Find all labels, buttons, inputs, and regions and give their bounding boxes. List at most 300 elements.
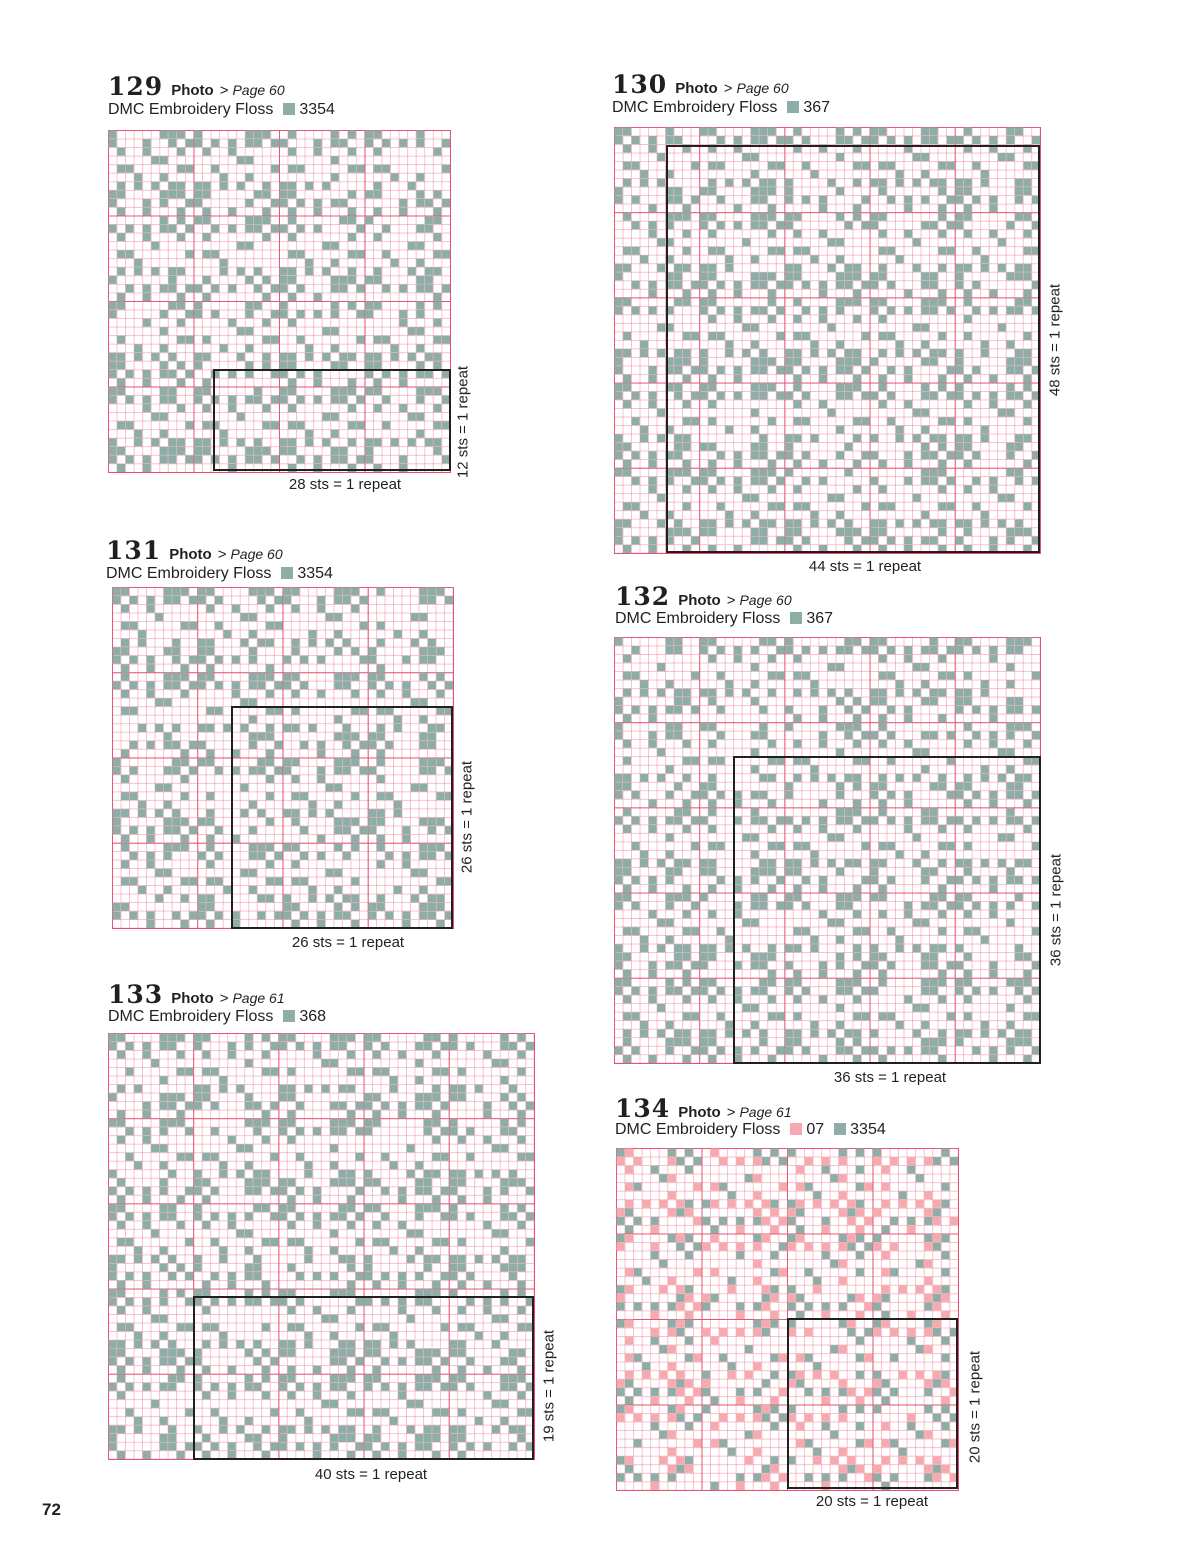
stitch <box>126 396 134 404</box>
stitch <box>206 758 214 766</box>
stitch <box>147 664 155 672</box>
stitch <box>364 1170 372 1178</box>
stitch <box>676 1243 684 1251</box>
stitch <box>691 1012 699 1020</box>
stitch <box>879 672 887 680</box>
stitch <box>177 319 185 327</box>
stitch <box>181 818 189 826</box>
stitch <box>921 136 929 144</box>
stitch <box>751 663 759 671</box>
stitch <box>203 250 211 258</box>
stitch <box>339 1170 347 1178</box>
stitch <box>160 190 168 198</box>
stitch <box>143 455 151 463</box>
stitch <box>203 387 211 395</box>
stitch <box>138 639 146 647</box>
stitch <box>623 970 631 978</box>
stitch <box>185 455 193 463</box>
stitch <box>168 190 176 198</box>
stitch <box>666 680 674 688</box>
stitch <box>517 1178 525 1186</box>
stitch <box>802 646 810 654</box>
stitch <box>266 690 274 698</box>
stitch <box>856 1200 864 1208</box>
stitch <box>836 697 844 705</box>
stitch <box>416 173 424 181</box>
stitch <box>172 681 180 689</box>
stitch <box>615 196 623 204</box>
stitch <box>615 264 623 272</box>
stitch <box>177 1119 185 1127</box>
stitch <box>762 1302 770 1310</box>
stitch <box>415 1059 423 1067</box>
stitch <box>933 1217 941 1225</box>
stitch <box>270 1153 278 1161</box>
stitch <box>288 182 296 190</box>
photo-link[interactable]: Photo <box>169 546 212 563</box>
stitch <box>109 1119 117 1127</box>
stitch <box>938 689 946 697</box>
stitch <box>280 284 288 292</box>
stitch <box>206 647 214 655</box>
stitch <box>436 690 444 698</box>
page-link[interactable]: Page 61 <box>739 1104 792 1120</box>
stitch <box>691 706 699 714</box>
stitch <box>972 706 980 714</box>
stitch <box>219 1085 227 1093</box>
stitch <box>711 1268 719 1276</box>
stitch <box>339 216 347 224</box>
stitch <box>164 784 172 792</box>
stitch <box>314 148 322 156</box>
stitch <box>219 1247 227 1255</box>
stitch <box>666 723 674 731</box>
stitch <box>623 782 631 790</box>
stitch <box>623 179 631 187</box>
stitch <box>109 353 117 361</box>
stitch <box>668 1388 676 1396</box>
stitch <box>432 1136 440 1144</box>
stitch <box>194 1170 202 1178</box>
stitch <box>674 868 682 876</box>
stitch <box>847 1200 855 1208</box>
stitch <box>390 1247 398 1255</box>
stitch <box>134 173 142 181</box>
stitch <box>160 1298 168 1306</box>
stitch <box>164 741 172 749</box>
stitch <box>955 646 963 654</box>
stitch <box>117 1051 125 1059</box>
stitch <box>117 421 125 429</box>
stitch <box>708 757 716 765</box>
stitch <box>266 664 274 672</box>
stitch <box>634 1157 642 1165</box>
stitch <box>245 1102 253 1110</box>
stitch <box>938 714 946 722</box>
pattern-header <box>108 982 285 1007</box>
stitch <box>377 690 385 698</box>
stitch <box>657 323 665 331</box>
stitch <box>500 1119 508 1127</box>
stitch <box>625 1166 633 1174</box>
stitch <box>623 740 631 748</box>
stitch <box>356 1187 364 1195</box>
stitch <box>198 818 206 826</box>
stitch <box>211 1127 219 1135</box>
stitch <box>676 1294 684 1302</box>
stitch <box>326 639 334 647</box>
stitch <box>168 438 176 446</box>
stitch <box>249 673 257 681</box>
stitch <box>625 1268 633 1276</box>
stitch <box>407 1255 415 1263</box>
stitch <box>313 1051 321 1059</box>
stitch <box>177 1068 185 1076</box>
stitch <box>845 136 853 144</box>
stitch <box>649 392 657 400</box>
stitch <box>181 792 189 800</box>
stitch <box>189 877 197 885</box>
photo-link[interactable]: Photo <box>678 1104 721 1121</box>
stitch <box>266 588 274 596</box>
stitch <box>160 1212 168 1220</box>
stitch <box>441 1042 449 1050</box>
stitch <box>206 877 214 885</box>
stitch <box>168 1034 176 1042</box>
stitch <box>785 723 793 731</box>
stitch <box>717 646 725 654</box>
page-link[interactable]: Page 60 <box>230 546 283 562</box>
link-separator: > <box>723 80 733 97</box>
stitch <box>659 1431 667 1439</box>
stitch <box>177 190 185 198</box>
stitch <box>394 630 402 638</box>
stitch <box>382 250 390 258</box>
stitch <box>674 782 682 790</box>
stitch <box>458 1093 466 1101</box>
stitch <box>185 250 193 258</box>
photo-link[interactable]: Photo <box>675 80 718 97</box>
stitch <box>279 1119 287 1127</box>
stitch <box>313 1221 321 1229</box>
stitch <box>347 1068 355 1076</box>
stitch <box>625 1285 633 1293</box>
stitch <box>419 613 427 621</box>
stitch <box>117 1391 125 1399</box>
stitch <box>623 1055 631 1063</box>
stitch <box>668 1174 676 1182</box>
stitch <box>436 647 444 655</box>
page-link[interactable]: Page 60 <box>736 80 789 96</box>
stitch <box>615 536 623 544</box>
stitch <box>1032 136 1040 144</box>
stitch <box>651 1243 659 1251</box>
photo-link[interactable]: Photo <box>678 592 721 609</box>
stitch <box>147 656 155 664</box>
stitch <box>223 630 231 638</box>
stitch <box>288 267 296 275</box>
stitch <box>625 1456 633 1464</box>
stitch <box>381 1272 389 1280</box>
stitch <box>168 387 176 395</box>
stitch <box>262 216 270 224</box>
stitch <box>109 1170 117 1178</box>
stitch <box>130 596 138 604</box>
stitch <box>736 1482 744 1490</box>
stitch <box>164 647 172 655</box>
stitch <box>651 1251 659 1259</box>
stitch <box>666 1021 674 1029</box>
stitch <box>331 242 339 250</box>
stitch <box>270 1042 278 1050</box>
stitch <box>615 697 623 705</box>
stitch <box>416 327 424 335</box>
stitch <box>279 1178 287 1186</box>
stitch <box>924 1217 932 1225</box>
stitch <box>314 139 322 147</box>
stitch <box>245 1247 253 1255</box>
stitch <box>700 1046 708 1054</box>
stitch <box>143 1357 151 1365</box>
stitch <box>339 1102 347 1110</box>
stitch <box>168 1042 176 1050</box>
stitch <box>134 1417 142 1425</box>
stitch <box>517 1281 525 1289</box>
stitch <box>700 723 708 731</box>
stitch <box>287 1093 295 1101</box>
stitch <box>351 647 359 655</box>
stitch <box>981 689 989 697</box>
pattern-header <box>615 584 792 609</box>
stitch <box>134 1255 142 1263</box>
stitch <box>632 842 640 850</box>
stitch <box>623 995 631 1003</box>
stitch <box>297 310 305 318</box>
stitch <box>109 1289 117 1297</box>
stitch <box>117 361 125 369</box>
stitch <box>941 1294 949 1302</box>
stitch <box>381 1153 389 1161</box>
stitch <box>143 378 151 386</box>
stitch <box>245 276 253 284</box>
stitch <box>279 1034 287 1042</box>
stitch <box>719 1217 727 1225</box>
stitch <box>683 970 691 978</box>
repeat-outline <box>666 145 1040 553</box>
stitch <box>674 697 682 705</box>
stitch <box>449 1212 457 1220</box>
page-link[interactable]: Page 60 <box>739 592 792 608</box>
stitch <box>262 353 270 361</box>
photo-link[interactable]: Photo <box>171 990 214 1007</box>
stitch <box>330 1161 338 1169</box>
stitch <box>615 128 623 136</box>
stitch <box>160 1144 168 1152</box>
photo-link[interactable]: Photo <box>171 82 214 99</box>
stitch <box>625 1354 633 1362</box>
stitch <box>921 731 929 739</box>
stitch <box>399 310 407 318</box>
stitch <box>753 1405 761 1413</box>
stitch <box>160 1042 168 1050</box>
stitch <box>194 1264 202 1272</box>
stitch <box>632 136 640 144</box>
stitch <box>428 656 436 664</box>
stitch <box>702 1243 710 1251</box>
stitch <box>398 1051 406 1059</box>
stitch <box>262 131 270 139</box>
stitch <box>526 1102 534 1110</box>
stitch <box>206 605 214 613</box>
stitch <box>745 1431 753 1439</box>
stitch <box>385 681 393 689</box>
stitch <box>685 1379 693 1387</box>
stitch <box>232 605 240 613</box>
stitch <box>262 1238 270 1246</box>
width-repeat-label: 26 sts = 1 repeat <box>291 934 405 951</box>
stitch <box>676 1302 684 1310</box>
stitch <box>331 310 339 318</box>
stitch <box>330 1102 338 1110</box>
stitch <box>632 281 640 289</box>
stitch <box>288 250 296 258</box>
stitch <box>117 1340 125 1348</box>
stitch <box>155 698 163 706</box>
stitch <box>924 1277 932 1285</box>
stitch <box>240 639 248 647</box>
stitch <box>685 1208 693 1216</box>
floss-line <box>108 102 335 118</box>
stitch <box>147 690 155 698</box>
stitch <box>433 293 441 301</box>
floss-code: 3354 <box>850 1121 886 1138</box>
stitch <box>356 1102 364 1110</box>
stitch <box>374 233 382 241</box>
page-link[interactable]: Page 61 <box>232 990 285 1006</box>
stitch <box>753 1149 761 1157</box>
stitch <box>143 1383 151 1391</box>
stitch <box>683 799 691 807</box>
stitch <box>240 613 248 621</box>
stitch <box>623 927 631 935</box>
stitch <box>121 588 129 596</box>
stitch <box>623 213 631 221</box>
stitch <box>882 1225 890 1233</box>
page-link[interactable]: Page 60 <box>232 82 285 98</box>
stitch <box>177 131 185 139</box>
stitch <box>411 639 419 647</box>
stitch <box>236 1229 244 1237</box>
stitch <box>109 310 117 318</box>
stitch <box>657 349 665 357</box>
stitch <box>215 656 223 664</box>
stitch <box>930 638 938 646</box>
stitch <box>304 1085 312 1093</box>
stitch <box>271 199 279 207</box>
stitch <box>702 1200 710 1208</box>
pattern-number: 131 <box>106 536 162 565</box>
stitch <box>666 791 674 799</box>
stitch <box>904 706 912 714</box>
stitch <box>676 1328 684 1336</box>
stitch <box>466 1272 474 1280</box>
stitch <box>130 877 138 885</box>
stitch <box>685 1149 693 1157</box>
stitch <box>168 1119 176 1127</box>
stitch <box>219 1170 227 1178</box>
stitch <box>287 1110 295 1118</box>
stitch <box>632 392 640 400</box>
stitch <box>964 723 972 731</box>
height-repeat-label: 26 sts = 1 repeat <box>458 760 476 874</box>
stitch <box>933 1200 941 1208</box>
stitch <box>203 207 211 215</box>
stitch <box>458 1170 466 1178</box>
stitch <box>634 1268 642 1276</box>
stitch <box>374 267 382 275</box>
stitch <box>177 447 185 455</box>
stitch <box>623 383 631 391</box>
stitch <box>736 1396 744 1404</box>
stitch <box>309 639 317 647</box>
stitch <box>160 1102 168 1110</box>
stitch <box>339 1085 347 1093</box>
stitch <box>651 1414 659 1422</box>
stitch <box>143 148 151 156</box>
stitch <box>770 1294 778 1302</box>
stitch <box>623 885 631 893</box>
stitch <box>113 681 121 689</box>
stitch <box>415 1229 423 1237</box>
stitch <box>220 267 228 275</box>
stitch <box>117 1323 125 1331</box>
stitch <box>762 1465 770 1473</box>
stitch <box>356 1068 364 1076</box>
stitch <box>254 216 262 224</box>
stitch <box>348 207 356 215</box>
stitch <box>441 1272 449 1280</box>
stitch <box>634 1388 642 1396</box>
stitch <box>651 1302 659 1310</box>
stitch <box>304 1255 312 1263</box>
stitch <box>674 731 682 739</box>
stitch <box>206 860 214 868</box>
stitch <box>845 723 853 731</box>
stitch <box>500 1212 508 1220</box>
stitch <box>134 438 142 446</box>
stitch <box>632 1012 640 1020</box>
stitch <box>728 1448 736 1456</box>
stitch <box>237 242 245 250</box>
stitch <box>164 886 172 894</box>
stitch <box>377 622 385 630</box>
stitch <box>245 242 253 250</box>
stitch <box>640 255 648 263</box>
stitch <box>117 1034 125 1042</box>
stitch <box>642 1362 650 1370</box>
stitch <box>151 1144 159 1152</box>
stitch <box>813 1200 821 1208</box>
stitch <box>896 689 904 697</box>
stitch <box>117 1085 125 1093</box>
stitch <box>770 1482 778 1490</box>
stitch <box>788 1208 796 1216</box>
stitch <box>296 1127 304 1135</box>
stitch <box>424 1102 432 1110</box>
stitch <box>685 1354 693 1362</box>
stitch <box>287 1204 295 1212</box>
stitch <box>365 139 373 147</box>
